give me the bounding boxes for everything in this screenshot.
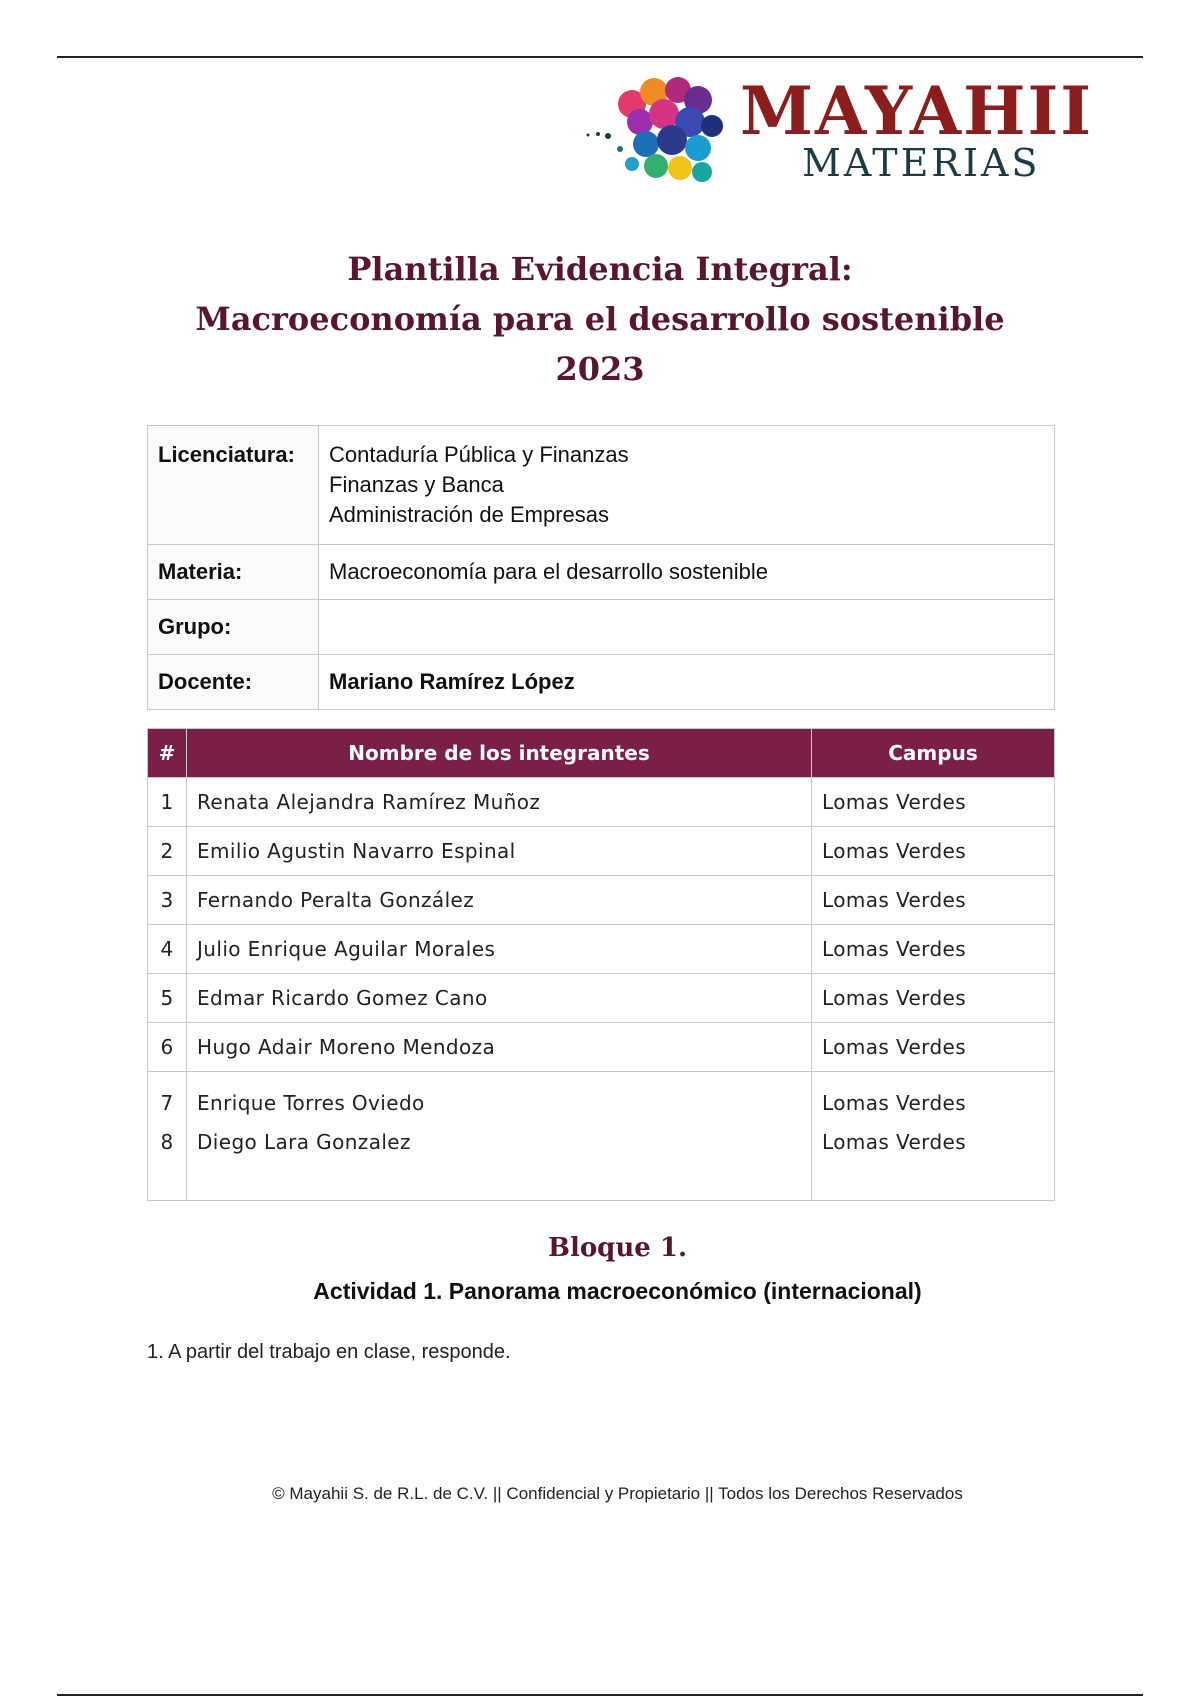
docente-label: Docente:: [148, 655, 319, 710]
licenciatura-values: [319, 426, 1055, 545]
materia-label: Materia:: [148, 545, 319, 600]
mayahii-logo: [580, 72, 1094, 190]
info-row-licenciatura: [148, 426, 1055, 545]
table-row: [148, 876, 1055, 925]
logo-subtitle: MATERIAS: [802, 141, 1041, 185]
member-number: 4: [148, 925, 187, 974]
materia-value: Macroeconomía para el desarrollo sostenible: [319, 545, 1055, 600]
member-name: Julio Enrique Aguilar Morales: [187, 925, 812, 974]
member-campus-cell: [812, 1072, 1055, 1201]
members-table: [147, 728, 1055, 1201]
member-number: 7: [160, 1091, 174, 1115]
member-number: 6: [148, 1023, 187, 1072]
member-name: Fernando Peralta González: [187, 876, 812, 925]
info-row-grupo: [148, 600, 1055, 655]
member-campus: Lomas Verdes: [812, 876, 1055, 925]
member-name: Emilio Agustin Navarro Espinal: [187, 827, 812, 876]
docente-value: Mariano Ramírez López: [319, 655, 1055, 710]
header-campus: Campus: [812, 729, 1055, 778]
member-campus: Lomas Verdes: [812, 974, 1055, 1023]
document-title-year: 2023: [555, 350, 645, 388]
header-number: #: [148, 729, 187, 778]
instruction-text: 1. A partir del trabajo en clase, responde.: [147, 1341, 511, 1363]
top-rule: [57, 56, 1143, 58]
table-row: [148, 827, 1055, 876]
licenciatura-value: Finanzas y Banca: [329, 472, 504, 497]
info-row-materia: [148, 545, 1055, 600]
member-number-cell: [148, 1072, 187, 1201]
licenciatura-label: Licenciatura:: [148, 426, 319, 545]
header-name: Nombre de los integrantes: [187, 729, 812, 778]
member-name: Enrique Torres Oviedo: [197, 1091, 425, 1115]
document-title-line-2: Macroeconomía para el desarrollo sostenible: [195, 300, 1005, 338]
table-row: [148, 1072, 1055, 1201]
member-number: 1: [148, 778, 187, 827]
member-campus: Lomas Verdes: [812, 827, 1055, 876]
member-name: Renata Alejandra Ramírez Muñoz: [187, 778, 812, 827]
member-number: 2: [148, 827, 187, 876]
member-name: Diego Lara Gonzalez: [197, 1130, 411, 1154]
copyright-footer: © Mayahii S. de R.L. de C.V. || Confidencial y Propietario || Todos los Derechos Reservados: [272, 1484, 963, 1503]
table-row: [148, 925, 1055, 974]
member-name: Hugo Adair Moreno Mendoza: [187, 1023, 812, 1072]
logo-wordmark: MAYAHII: [740, 72, 1094, 150]
member-name: Edmar Ricardo Gomez Cano: [187, 974, 812, 1023]
grupo-label: Grupo:: [148, 600, 319, 655]
member-number: 8: [160, 1130, 174, 1154]
info-row-docente: [148, 655, 1055, 710]
member-campus: Lomas Verdes: [812, 1023, 1055, 1072]
course-info-table: [147, 425, 1055, 710]
member-number: 3: [148, 876, 187, 925]
members-header-row: [148, 729, 1055, 778]
bottom-rule: [57, 1694, 1143, 1696]
activity-heading: Actividad 1. Panorama macroeconómico (internacional): [313, 1278, 922, 1304]
table-row: [148, 974, 1055, 1023]
member-name-cell: [187, 1072, 812, 1201]
document-title-line-1: Plantilla Evidencia Integral:: [347, 250, 853, 288]
block-heading: Bloque 1.: [547, 1233, 687, 1263]
member-campus: Lomas Verdes: [822, 1091, 967, 1115]
member-campus: Lomas Verdes: [812, 925, 1055, 974]
member-number: 5: [148, 974, 187, 1023]
licenciatura-value: Administración de Empresas: [329, 502, 610, 527]
member-campus: Lomas Verdes: [822, 1130, 967, 1154]
member-campus: Lomas Verdes: [812, 778, 1055, 827]
licenciatura-value: Contaduría Pública y Finanzas: [329, 442, 629, 467]
table-row: [148, 1023, 1055, 1072]
colorful-head-logo-icon: [580, 74, 730, 190]
table-row: [148, 778, 1055, 827]
grupo-value: [319, 600, 1055, 655]
